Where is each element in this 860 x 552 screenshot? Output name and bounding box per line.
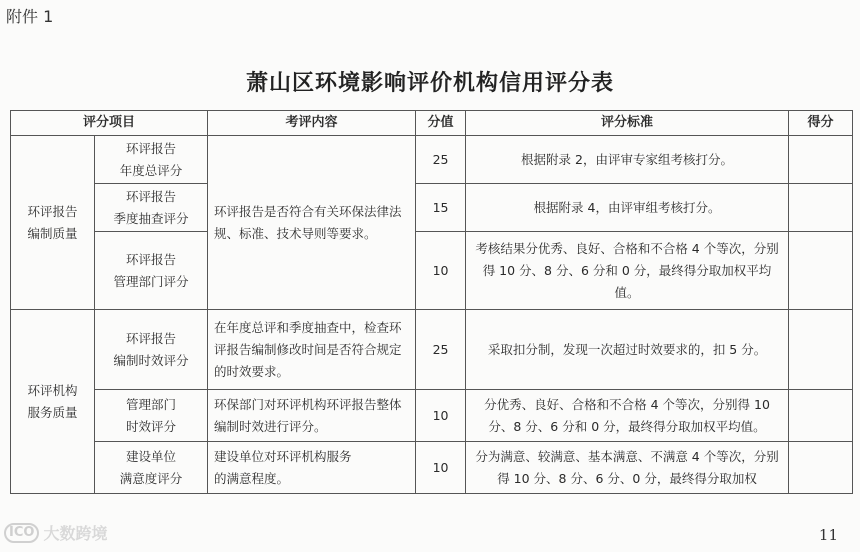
- points-cell[interactable]: [789, 390, 853, 442]
- standard-cell: 分为满意、较满意、基本满意、不满意 4 个等次，分别得 10 分、8 分、6 分、0 分，最终得分取加权: [466, 442, 789, 494]
- score-cell: 25: [416, 310, 466, 390]
- content-cell: 环评报告是否符合有关环保法律法规、标准、技术导则等要求。: [208, 136, 416, 310]
- score-cell: 15: [416, 184, 466, 232]
- table-row: [11, 390, 853, 442]
- item-cell: 环评报告 年度总评分: [95, 136, 208, 184]
- item-cell: 管理部门 时效评分: [95, 390, 208, 442]
- points-cell[interactable]: [789, 136, 853, 184]
- score-cell: 10: [416, 390, 466, 442]
- page-number: 11: [818, 526, 838, 544]
- watermark-logo-icon: ICO: [4, 523, 39, 543]
- table-row: [11, 310, 853, 390]
- attachment-label: 附件 1: [6, 7, 54, 26]
- header-points: 得分: [789, 111, 853, 136]
- standard-cell: 分优秀、良好、合格和不合格 4 个等次，分别得 10 分、8 分、6 分和 0 分，最终得分取加权平均值。: [466, 390, 789, 442]
- score-cell: 10: [416, 442, 466, 494]
- points-cell[interactable]: [789, 232, 853, 310]
- table-row: [11, 184, 853, 232]
- header-item: 评分项目: [11, 111, 208, 136]
- content-cell: 在年度总评和季度抽查中，检查环评报告编制修改时间是否符合规定的时效要求。: [208, 310, 416, 390]
- category-cell: 环评报告 编制质量: [11, 136, 95, 310]
- item-cell: 环评报告 管理部门评分: [95, 232, 208, 310]
- header-score: 分值: [416, 111, 466, 136]
- standard-cell: 考核结果分优秀、良好、合格和不合格 4 个等次，分别得 10 分、8 分、6 分和 0 分，最终得分取加权平均值。: [466, 232, 789, 310]
- item-cell: 环评报告 编制时效评分: [95, 310, 208, 390]
- points-cell[interactable]: [789, 184, 853, 232]
- table-row: [11, 442, 853, 494]
- table-header-row: [11, 111, 853, 136]
- item-cell: 环评报告 季度抽查评分: [95, 184, 208, 232]
- score-cell: 25: [416, 136, 466, 184]
- category-cell: 环评机构 服务质量: [11, 310, 95, 494]
- content-cell: 建设单位对环评机构服务 的满意程度。: [208, 442, 416, 494]
- content-cell: 环保部门对环评机构环评报告整体编制时效进行评分。: [208, 390, 416, 442]
- standard-cell: 采取扣分制，发现一次超过时效要求的，扣 5 分。: [466, 310, 789, 390]
- header-standard: 评分标准: [466, 111, 789, 136]
- watermark-text: 大数跨境: [43, 524, 108, 543]
- header-content: 考评内容: [208, 111, 416, 136]
- item-cell: 建设单位 满意度评分: [95, 442, 208, 494]
- standard-cell: 根据附录 2，由评审专家组考核打分。: [466, 136, 789, 184]
- score-table: [10, 110, 853, 494]
- standard-cell: 根据附录 4，由评审组考核打分。: [466, 184, 789, 232]
- page-title: 萧山区环境影响评价机构信用评分表: [245, 70, 614, 96]
- points-cell[interactable]: [789, 310, 853, 390]
- table-row: [11, 136, 853, 184]
- watermark: [4, 521, 107, 544]
- score-cell: 10: [416, 232, 466, 310]
- points-cell[interactable]: [789, 442, 853, 494]
- table-row: [11, 232, 853, 310]
